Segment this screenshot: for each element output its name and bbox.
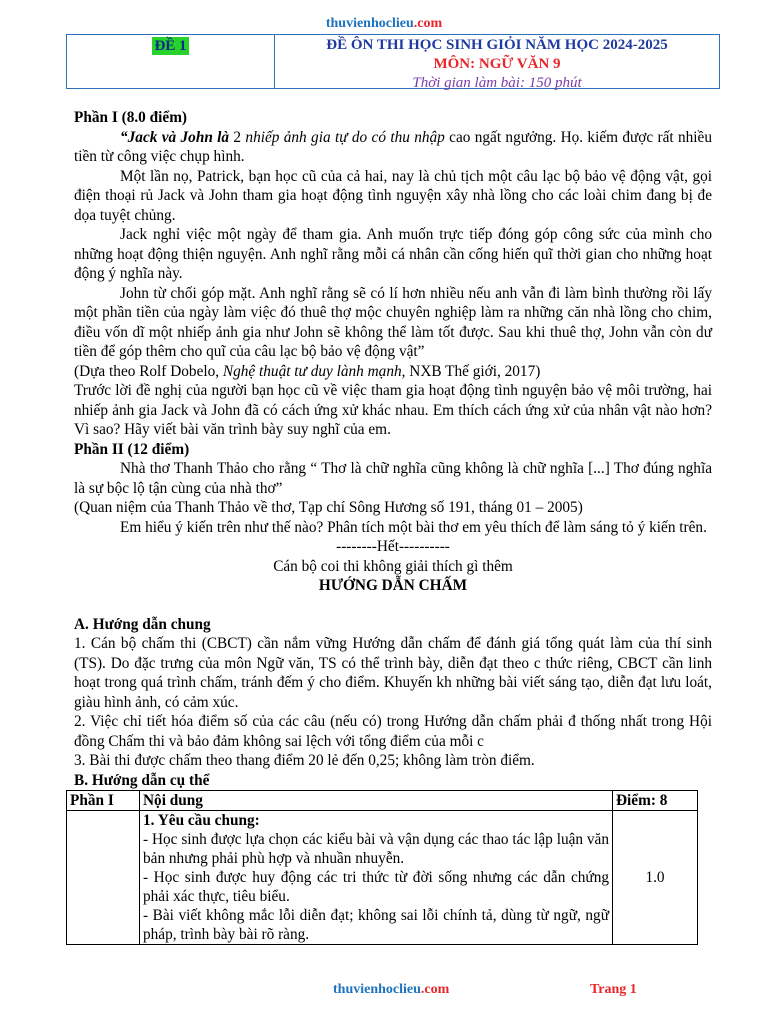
part1-heading: Phần I (8.0 điểm) (74, 109, 188, 126)
exam-number-cell (67, 35, 275, 88)
section-a-item-2: 2. Việc chỉ tiết hóa điểm số của các câu (nếu có) trong Hướng dẫn chấm phải đ thống nhất trong Hội đồng Chấm thi và bảo đảm không sai lệch với tổng điểm của mỗi c (74, 713, 712, 750)
requirement-line-2: - Học sinh được huy động các tri thức từ đời sống nhưng các dẫn chứng phải xác thực, tiêu biểu. (143, 869, 609, 905)
requirement-title: 1. Yêu cầu chung: (143, 812, 260, 829)
proctor-note: Cán bộ coi thi không giải thích gì thêm (273, 557, 513, 575)
exam-header-box (66, 34, 720, 89)
part2-heading: Phần II (12 điểm) (74, 440, 190, 458)
part1-paragraph-2: Một lần nọ, Patrick, bạn học cũ của cả hai, nay là chủ tịch một câu lạc bộ bảo vệ động vật, gọi điện thoại rủ Jack và John tham gia hoạt động tình nguyện xây nhà lồng cho các loài chim đang bị đe dọa tuyệt chủng. (74, 167, 712, 224)
exam-number-label: ĐỀ 1 (154, 38, 187, 54)
part1-paragraph-3: Jack nghỉ việc một ngày để tham gia. Anh muốn trực tiếp đóng góp công sức của mình cho những hoạt động thiện nguyện. Anh nghĩ rằng mỗi cá nhân cần cống hiến quĩ thời gian cho những hoạt động ý nghĩa này. (74, 226, 712, 282)
content-cell (140, 811, 613, 945)
part2-question: Em hiểu ý kiến trên như thế nào? Phân tích một bài thơ em yêu thích để làm sáng tỏ ý kiến trên. (120, 518, 707, 536)
guide-title: HƯỚNG DẪN CHẤM (318, 577, 468, 594)
part1-paragraph-4: John từ chối góp mặt. Anh nghĩ rằng sẽ có lí hơn nhiều nếu anh vẫn đi làm bình thường rồi lấy một phần tiền của ngày làm việc đó thuê thợ mộc chuyên nghiệp làm ra những căn nhà lồng cho chim, điều vốn dĩ một nhiếp ảnh gia như John sẽ không thể làm tốt được. Sau khi thuê thợ, John vẫn còn dư tiền để góp thêm cho quĩ của câu lạc bộ bảo vệ động vật” (74, 284, 712, 360)
table-row (67, 811, 698, 945)
header-part: Phần I (67, 791, 140, 811)
end-line: --------Hết---------- (336, 538, 450, 555)
part1-paragraph-1: “Jack và John là 2 nhiếp ảnh gia tự do có thu nhập cao ngất ngưởng. Họ. kiếm được rất nhiều tiền từ công việc chụp hình. (74, 128, 712, 165)
section-b-heading: B. Hướng dẫn cụ thể (74, 771, 210, 789)
document-body (70, 108, 712, 945)
part2-source: (Quan niệm của Thanh Thảo về thơ, Tạp chí Sông Hương số 191, tháng 01 – 2005) (74, 499, 583, 516)
site-watermark-top: thuvienhoclieu.com (325, 16, 443, 31)
exam-title: ĐỀ ÔN THI HỌC SINH GIỎI NĂM HỌC 2024-2025 (326, 37, 668, 53)
section-a-heading: A. Hướng dẫn chung (74, 615, 211, 633)
part1-question: Trước lời đề nghị của người bạn học cũ về việc tham gia hoạt động tình nguyện bảo vệ môi trường, hai nhiếp ảnh gia Jack và John đã có cách ứng xử khác nhau. Em thích cách ứng xử của nhân vật nào hơn? Vì sao? Hãy viết bài văn trình bày suy nghĩ của em. (74, 382, 712, 438)
table-header-row (67, 791, 698, 811)
score-cell: 1.0 (613, 811, 698, 945)
page-number: Trang 1 (590, 982, 637, 997)
part1-source: (Dựa theo Rolf Dobelo, Nghệ thuật tư duy lành mạnh, NXB Thế giới, 2017) (74, 362, 541, 380)
exam-info-cell (275, 35, 719, 91)
grading-table (66, 790, 698, 945)
site-watermark-bottom: thuvienhoclieu.com (333, 982, 450, 997)
header-content: Nội dung (140, 791, 613, 811)
part2-paragraph: Nhà thơ Thanh Thảo cho rằng “ Thơ là chữ nghĩa cũng không là chữ nghĩa [...] Thơ đúng nghĩa là sự bộc lộ tận cùng của nhà thơ” (74, 460, 712, 497)
section-a-item-3: 3. Bài thi được chấm theo thang điểm 20 lẻ đến 0,25; không làm tròn điểm. (74, 752, 535, 769)
exam-subject: MÔN: NGỮ VĂN 9 (433, 56, 561, 72)
part-cell (67, 811, 140, 945)
header-score: Điểm: 8 (613, 791, 698, 811)
section-a-item-1: 1. Cán bộ chấm thi (CBCT) cần nắm vững Hướng dẫn chấm để đánh giá tổng quát làm của thí sinh (TS). Do đặc trưng của môn Ngữ văn, TS có thể trình bày, diễn đạt theo c thức riêng, CBCT cần linh hoạt trong quá trình chấm, tránh đếm ý cho điểm. Khuyến kh những bài viết sáng tạo, diễn đạt lưu loát, giàu hình ảnh, có cảm xúc. (74, 635, 712, 711)
requirement-line-3: - Bài viết không mắc lỗi diễn đạt; không sai lỗi chính tả, dùng từ ngữ, ngữ pháp, trình bày bài rõ ràng. (143, 907, 609, 943)
requirement-line-1: - Học sinh được lựa chọn các kiểu bài và vận dụng các thao tác lập luận văn bản nhưng phải phù hợp và nhuần nhuyễn. (143, 831, 609, 867)
exam-time: Thời gian làm bài: 150 phút (412, 75, 582, 91)
